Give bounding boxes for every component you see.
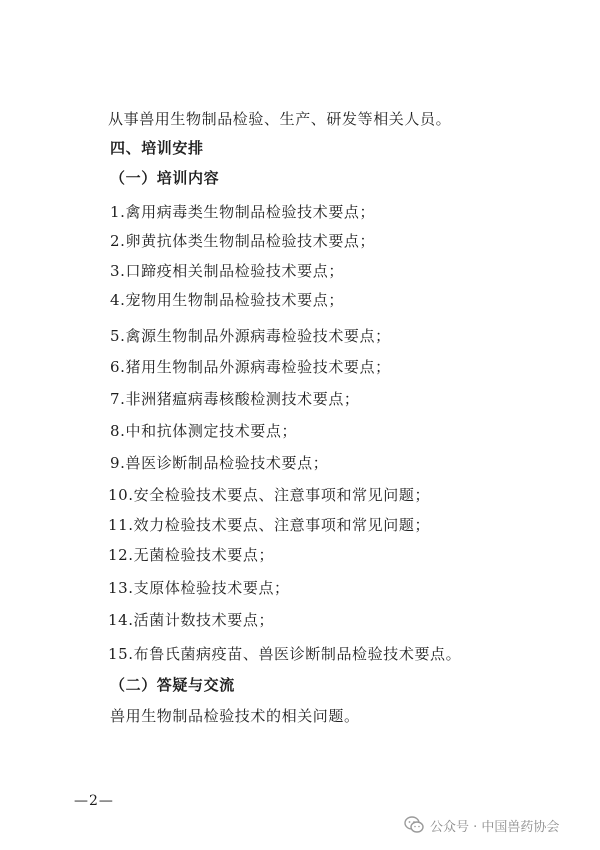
list-item: 12.无菌检验技术要点； (108, 546, 275, 564)
watermark (404, 814, 559, 836)
section-heading: 四、培训安排 (110, 139, 204, 157)
wechat-icon (404, 816, 424, 834)
list-item: 14.活菌计数技术要点； (108, 611, 275, 629)
list-item: 5.禽源生物制品外源病毒检验技术要点； (110, 327, 391, 345)
list-item: 2.卵黄抗体类生物制品检验技术要点； (110, 232, 376, 250)
watermark-text: 公众号 · 中国兽药协会 (430, 819, 560, 835)
list-item: 8.中和抗体测定技术要点； (110, 422, 298, 440)
list-item: 9.兽医诊断制品检验技术要点； (110, 454, 329, 472)
subsection-heading-training-content: （一）培训内容 (110, 169, 220, 187)
subsection-heading-qa: （二）答疑与交流 (110, 676, 235, 694)
list-item: 7.非洲猪瘟病毒核酸检测技术要点； (110, 390, 360, 408)
list-item: 13.支原体检验技术要点； (108, 579, 290, 597)
list-item: 10.安全检验技术要点、注意事项和常见问题； (108, 486, 431, 504)
subsection-qa-text: 兽用生物制品检验技术的相关问题。 (110, 707, 360, 725)
list-item: 11.效力检验技术要点、注意事项和常见问题； (108, 516, 431, 534)
list-item: 15.布鲁氏菌病疫苗、兽医诊断制品检验技术要点。 (108, 645, 462, 663)
list-item: 4.宠物用生物制品检验技术要点； (110, 291, 344, 309)
list-item: 1.禽用病毒类生物制品检验技术要点； (110, 203, 376, 221)
list-item: 3.口蹄疫相关制品检验技术要点； (110, 262, 344, 280)
list-item: 6.猪用生物制品外源病毒检验技术要点； (110, 358, 391, 376)
intro-line: 从事兽用生物制品检验、生产、研发等相关人员。 (108, 110, 452, 128)
page-number: —2— (74, 793, 114, 809)
